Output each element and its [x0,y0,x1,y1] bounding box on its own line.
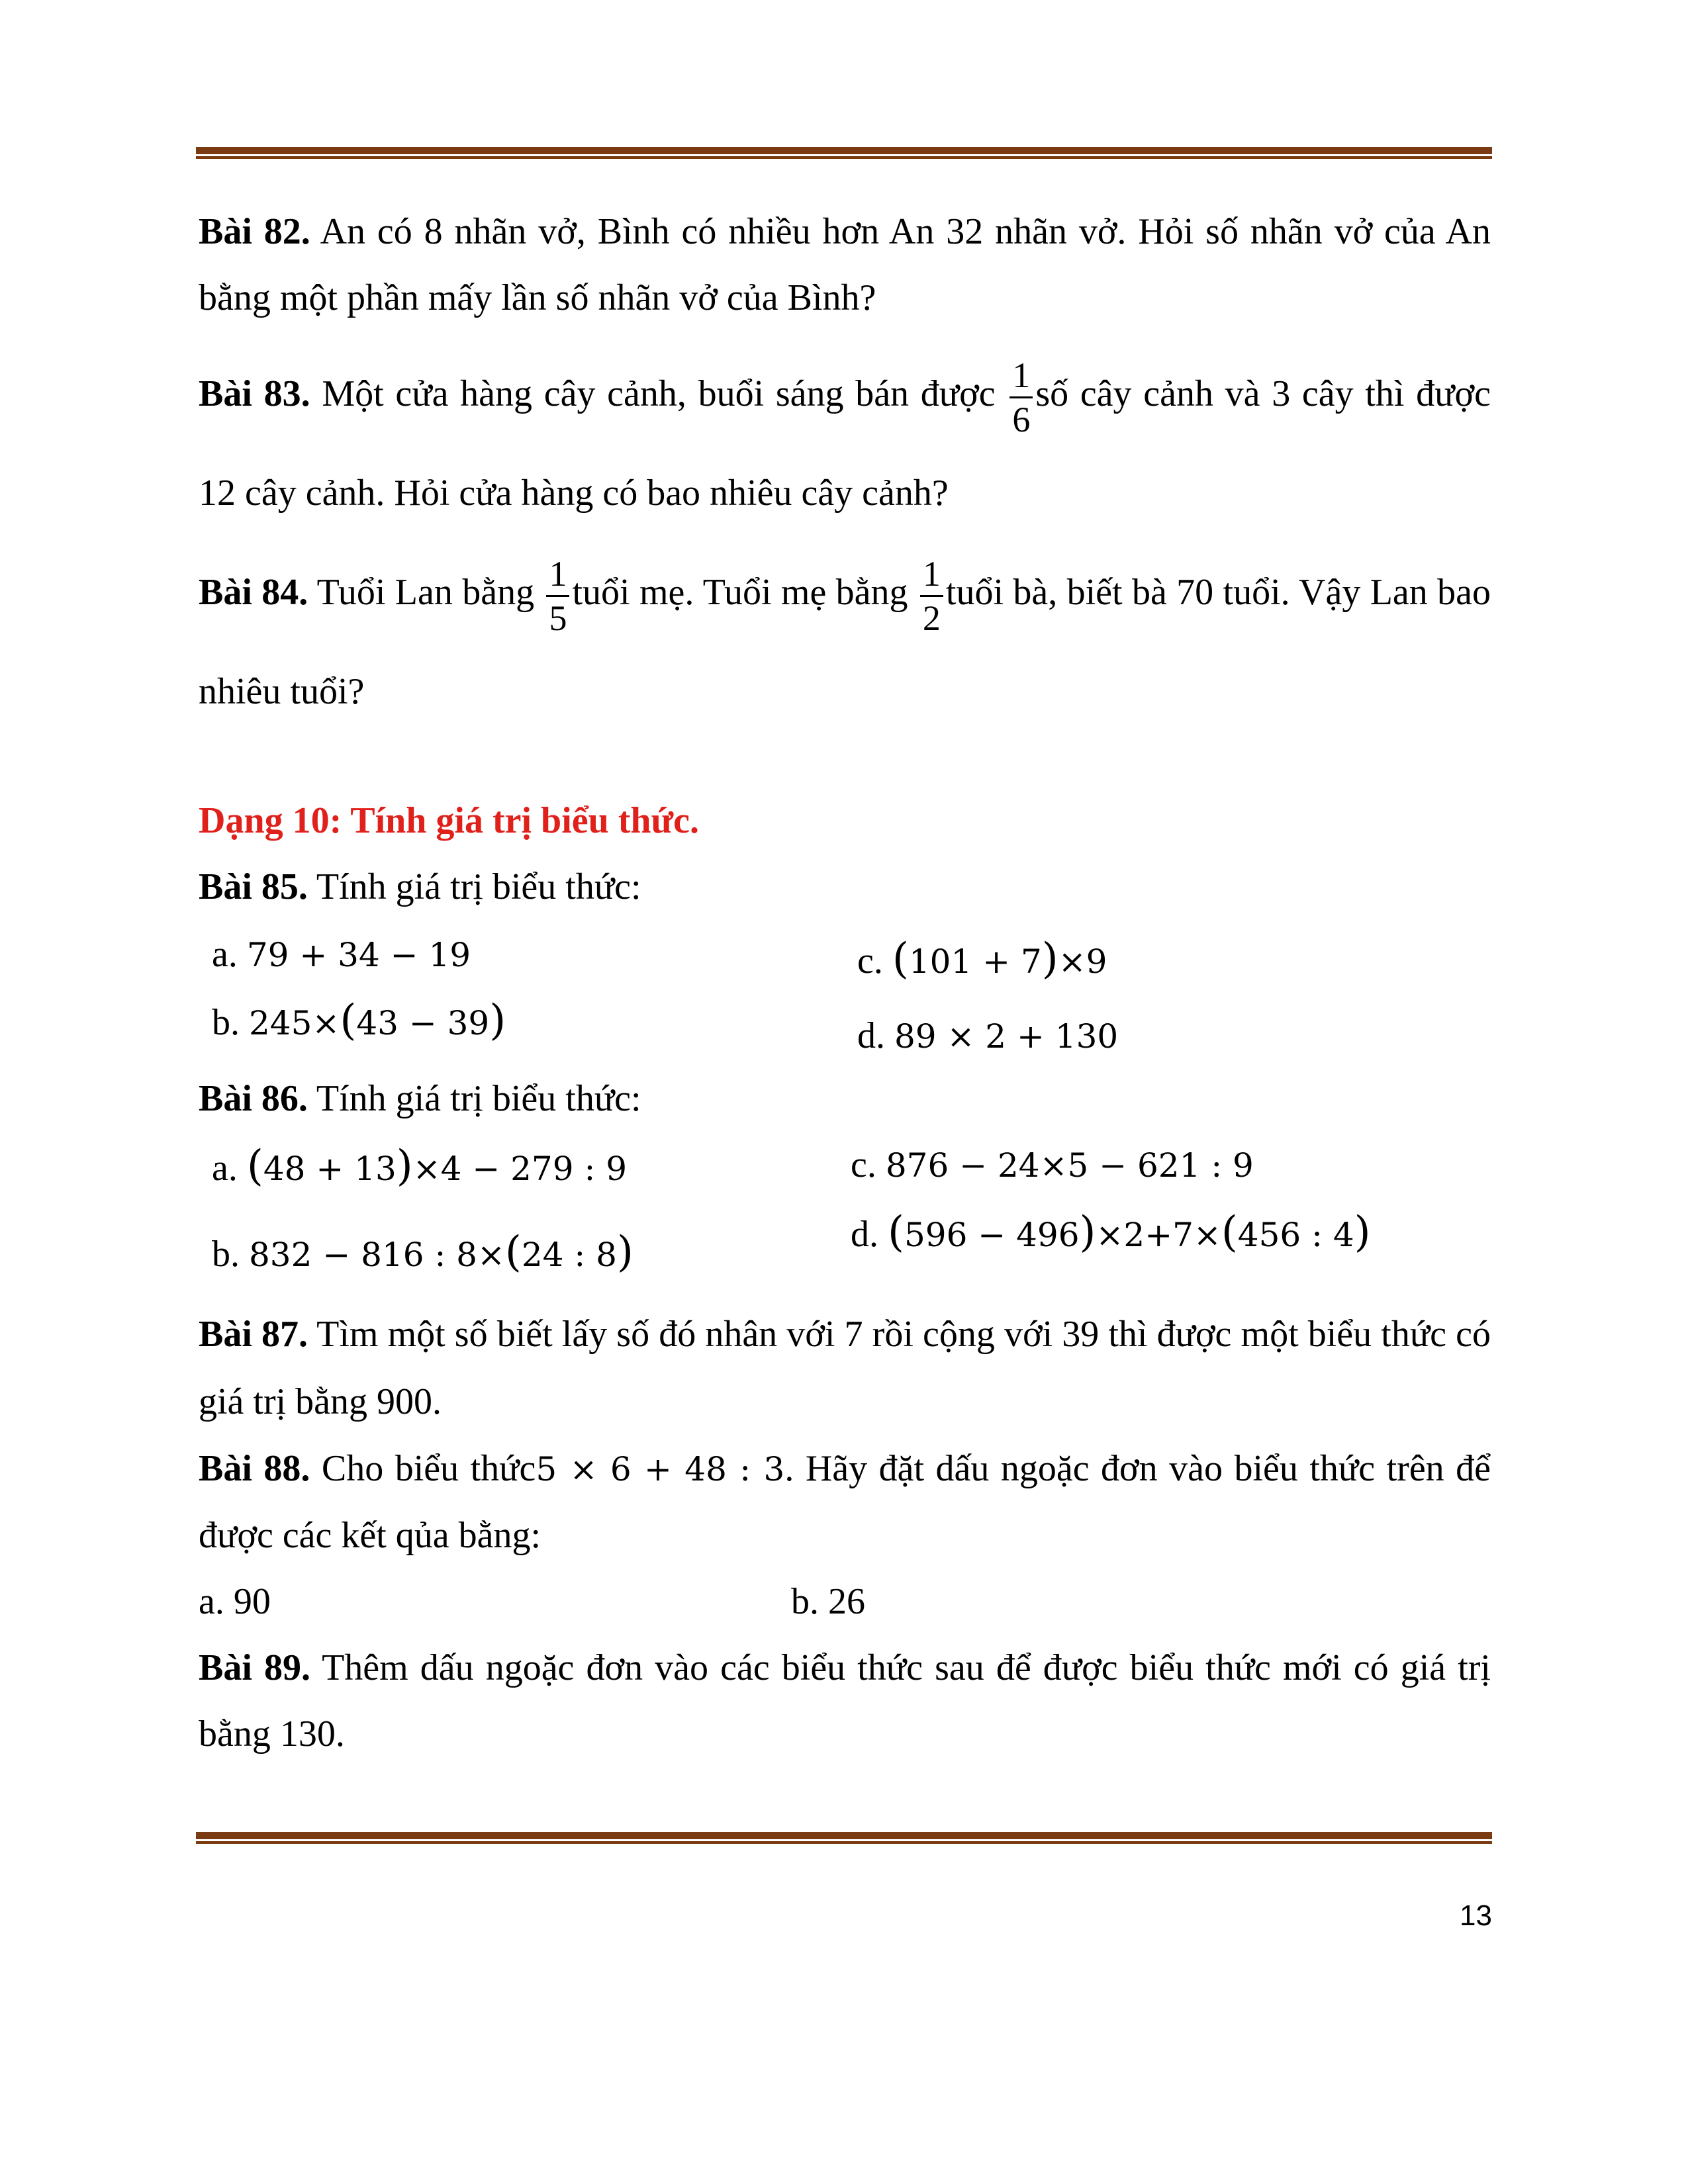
fraction-one-fifth [546,553,569,639]
item-label: a. [212,934,238,975]
exercise-89 [199,1635,1491,1767]
exercise-85-items-row-2 [199,989,1491,1066]
exercise-87-label: Bài 87. [199,1314,308,1355]
exercise-84-label: Bài 84. [199,572,308,613]
expression-middle: ×2+7× [1096,1216,1221,1254]
expression-inner: 43 − 39 [356,1004,490,1042]
exercise-85 [199,854,1491,920]
exercise-89-label: Bài 89. [199,1647,310,1688]
exercise-86 [199,1066,1491,1132]
exercise-83-text-before: Một cửa hàng cây cảnh, buổi sáng bán được [310,373,1008,414]
exercise-86-item-a [199,1132,851,1214]
fraction-denominator: 6 [1012,399,1031,439]
fraction-numerator: 1 [546,553,569,597]
top-rule [196,147,1492,159]
expression-tail: ×9 [1058,942,1107,981]
expression: 876 − 24×5 − 621 : 9 [885,1146,1254,1185]
exercise-83-text-after: số cây cảnh và 3 cây thì được 12 cây cảnh. Hỏi cửa hàng có bao nhiêu cây cảnh? [199,373,1491,514]
exercise-86-text: Tính giá trị biểu thức: [307,1078,641,1119]
exercise-85-label: Bài 85. [199,866,308,907]
exercise-86-items-row-2 [199,1208,1491,1294]
exercise-85-item-b [199,989,857,1066]
exercise-82-text: An có 8 nhãn vở, Bình có nhiều hơn An 32 nhãn vở. Hỏi số nhãn vở của An bằng một phần mấy lần số nhãn vở của Bình? [199,211,1491,318]
exercise-85-items-row-1 [199,920,1491,989]
exercise-88 [199,1435,1491,1569]
expression-tail: ×4 − 279 : 9 [412,1150,628,1188]
exercise-88-text-before: Cho biểu thức [310,1448,536,1489]
exercise-89-text: Thêm dấu ngoặc đơn vào các biểu thức sau để được biểu thức mới có giá trị bằng 130. [199,1647,1491,1754]
exercise-88-expression: 5 × 6 + 48 : 3 [536,1450,785,1488]
exercise-88-answers [199,1569,1491,1635]
expression-inner: 48 + 13 [263,1150,397,1188]
expression: 245×(43 − 39) [249,996,506,1045]
item-label: c. [857,940,883,981]
expression: (596 − 496)×2+7×(456 : 4) [888,1208,1371,1257]
exercise-86-item-d [851,1201,1371,1294]
item-label: d. [857,1015,885,1056]
item-label: d. [851,1214,878,1255]
expression: 832 − 816 : 8×(24 : 8) [249,1228,633,1277]
expression-head: 832 − 816 : 8× [249,1236,505,1274]
exercise-86-item-b [199,1214,851,1294]
exercise-82 [199,199,1491,331]
fraction-numerator: 1 [1009,354,1033,398]
section-heading-dang-10: Dạng 10: Tính giá trị biểu thức. [199,800,699,841]
exercise-88-label: Bài 88. [199,1448,310,1489]
expression-inner: 24 : 8 [521,1236,617,1274]
expression: 79 + 34 − 19 [246,936,471,974]
item-label: a. [212,1148,238,1189]
expression: 89 × 2 + 130 [894,1017,1119,1056]
expression: (48 + 13)×4 − 279 : 9 [246,1142,628,1191]
item-label: b. [212,1234,240,1275]
exercise-84 [199,543,1491,741]
exercise-87-text: Tìm một số biết lấy số đó nhân với 7 rồi cộng với 39 thì được một biểu thức có giá trị bằng 900. [199,1314,1491,1422]
fraction-one-half [920,553,943,639]
item-label: c. [851,1144,876,1185]
page-number: 13 [1460,1899,1492,1932]
exercise-88-text-after: . Hãy đặt dấu ngoặc đơn vào biểu thức trên để được các kết qủa bằng: [199,1448,1491,1556]
exercise-85-item-d [857,989,1118,1066]
exercise-85-text: Tính giá trị biểu thức: [307,866,641,907]
exercise-82-label: Bài 82. [199,211,310,252]
fraction-numerator: 1 [920,553,943,597]
exercise-88-answer-b: b. 26 [791,1581,865,1622]
expression-inner: 596 − 496 [904,1216,1080,1254]
exercise-84-text-after: tuổi bà, biết bà 70 tuổi. Vậy Lan bao nhiêu tuổi? [199,572,1491,712]
exercise-84-text-middle: tuổi mẹ. Tuổi mẹ bằng [572,572,917,613]
fraction-one-sixth [1009,354,1033,441]
exercise-85-item-a [199,920,857,989]
expression-head: 245× [249,1004,340,1042]
exercise-86-label: Bài 86. [199,1078,308,1119]
expression-inner: 456 : 4 [1237,1216,1354,1254]
expression-inner: 101 + 7 [908,942,1042,981]
exercise-87 [199,1300,1491,1435]
fraction-denominator: 5 [549,598,567,638]
page-content [199,199,1491,1767]
fraction-denominator: 2 [922,598,941,638]
exercise-85-item-c [857,920,1107,989]
expression: (101 + 7)×9 [892,934,1107,983]
item-label: b. [212,1002,240,1043]
exercise-83-label: Bài 83. [199,373,310,414]
exercise-88-answer-a: a. 90 [199,1581,271,1622]
bottom-rule [196,1832,1492,1844]
exercise-83 [199,344,1491,543]
exercise-84-text-before: Tuổi Lan bằng [308,572,544,613]
